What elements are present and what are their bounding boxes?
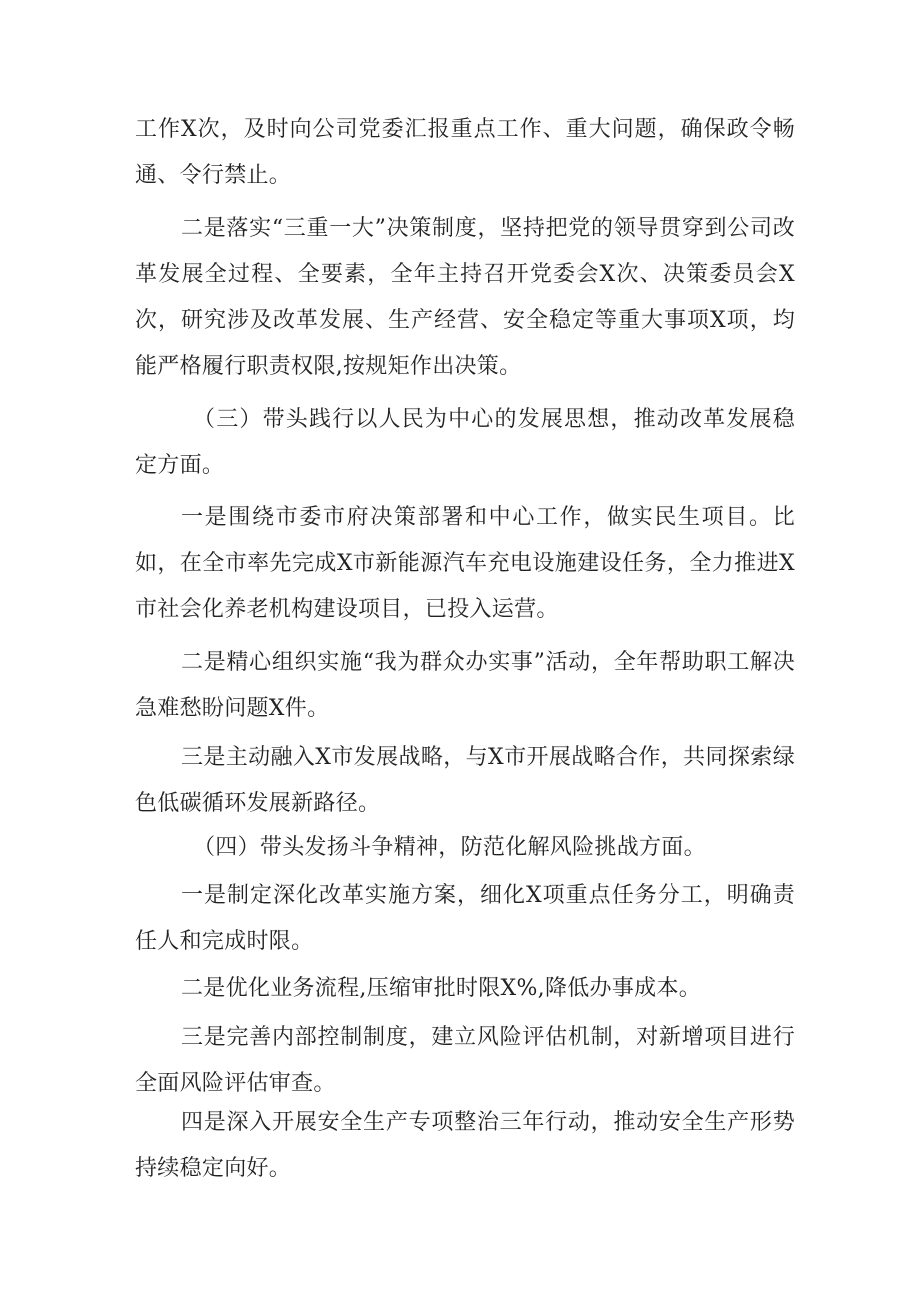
paragraph-continuation: 工作X次，及时向公司党委汇报重点工作、重大问题，确保政令畅通、令行禁止。 (135, 117, 795, 188)
section-heading-4: （四）带头发扬斗争精神，防范化解风险挑战方面。 (193, 835, 706, 860)
paragraph-livelihood-projects: 一是围绕市委市府决策部署和中心工作，做实民生项目。比如，在全市率先完成X市新能源汽车充电设施建设任务，全力推进X市社会化养老机构建设项目，已投入运营。 (135, 505, 795, 622)
paragraph-three-important-one-large: 二是落实“三重一大”决策制度，坚持把党的领导贯穿到公司改革发展全过程、全要素，全年主持召开党委会X次、决策委员会X次，研究涉及改革发展、生产经营、安全稳定等重大事项X项，均能严格履行职责权限,按规矩作出决策。 (135, 216, 795, 379)
paragraph-development-strategy: 三是主动融入X市发展战略，与X市开展战略合作，共同探索绿色低碳循环发展新路径。 (135, 745, 795, 816)
section-heading-3: （三）带头践行以人民为中心的发展思想，推动改革发展稳定方面。 (135, 407, 795, 478)
paragraph-process-optimization: 二是优化业务流程,压缩审批时限X%,降低办事成本。 (181, 976, 702, 1001)
paragraph-internal-control: 三是完善内部控制制度，建立风险评估机制，对新增项目进行全面风险评估审查。 (135, 1025, 795, 1096)
paragraph-practical-matters: 二是精心组织实施“我为群众办实事”活动，全年帮助职工解决急难愁盼问题X件。 (135, 650, 795, 721)
paragraph-reform-plan: 一是制定深化改革实施方案，细化X项重点任务分工，明确责任人和完成时限。 (135, 883, 795, 954)
paragraph-safety-production: 四是深入开展安全生产专项整治三年行动，推动安全生产形势持续稳定向好。 (135, 1110, 795, 1181)
